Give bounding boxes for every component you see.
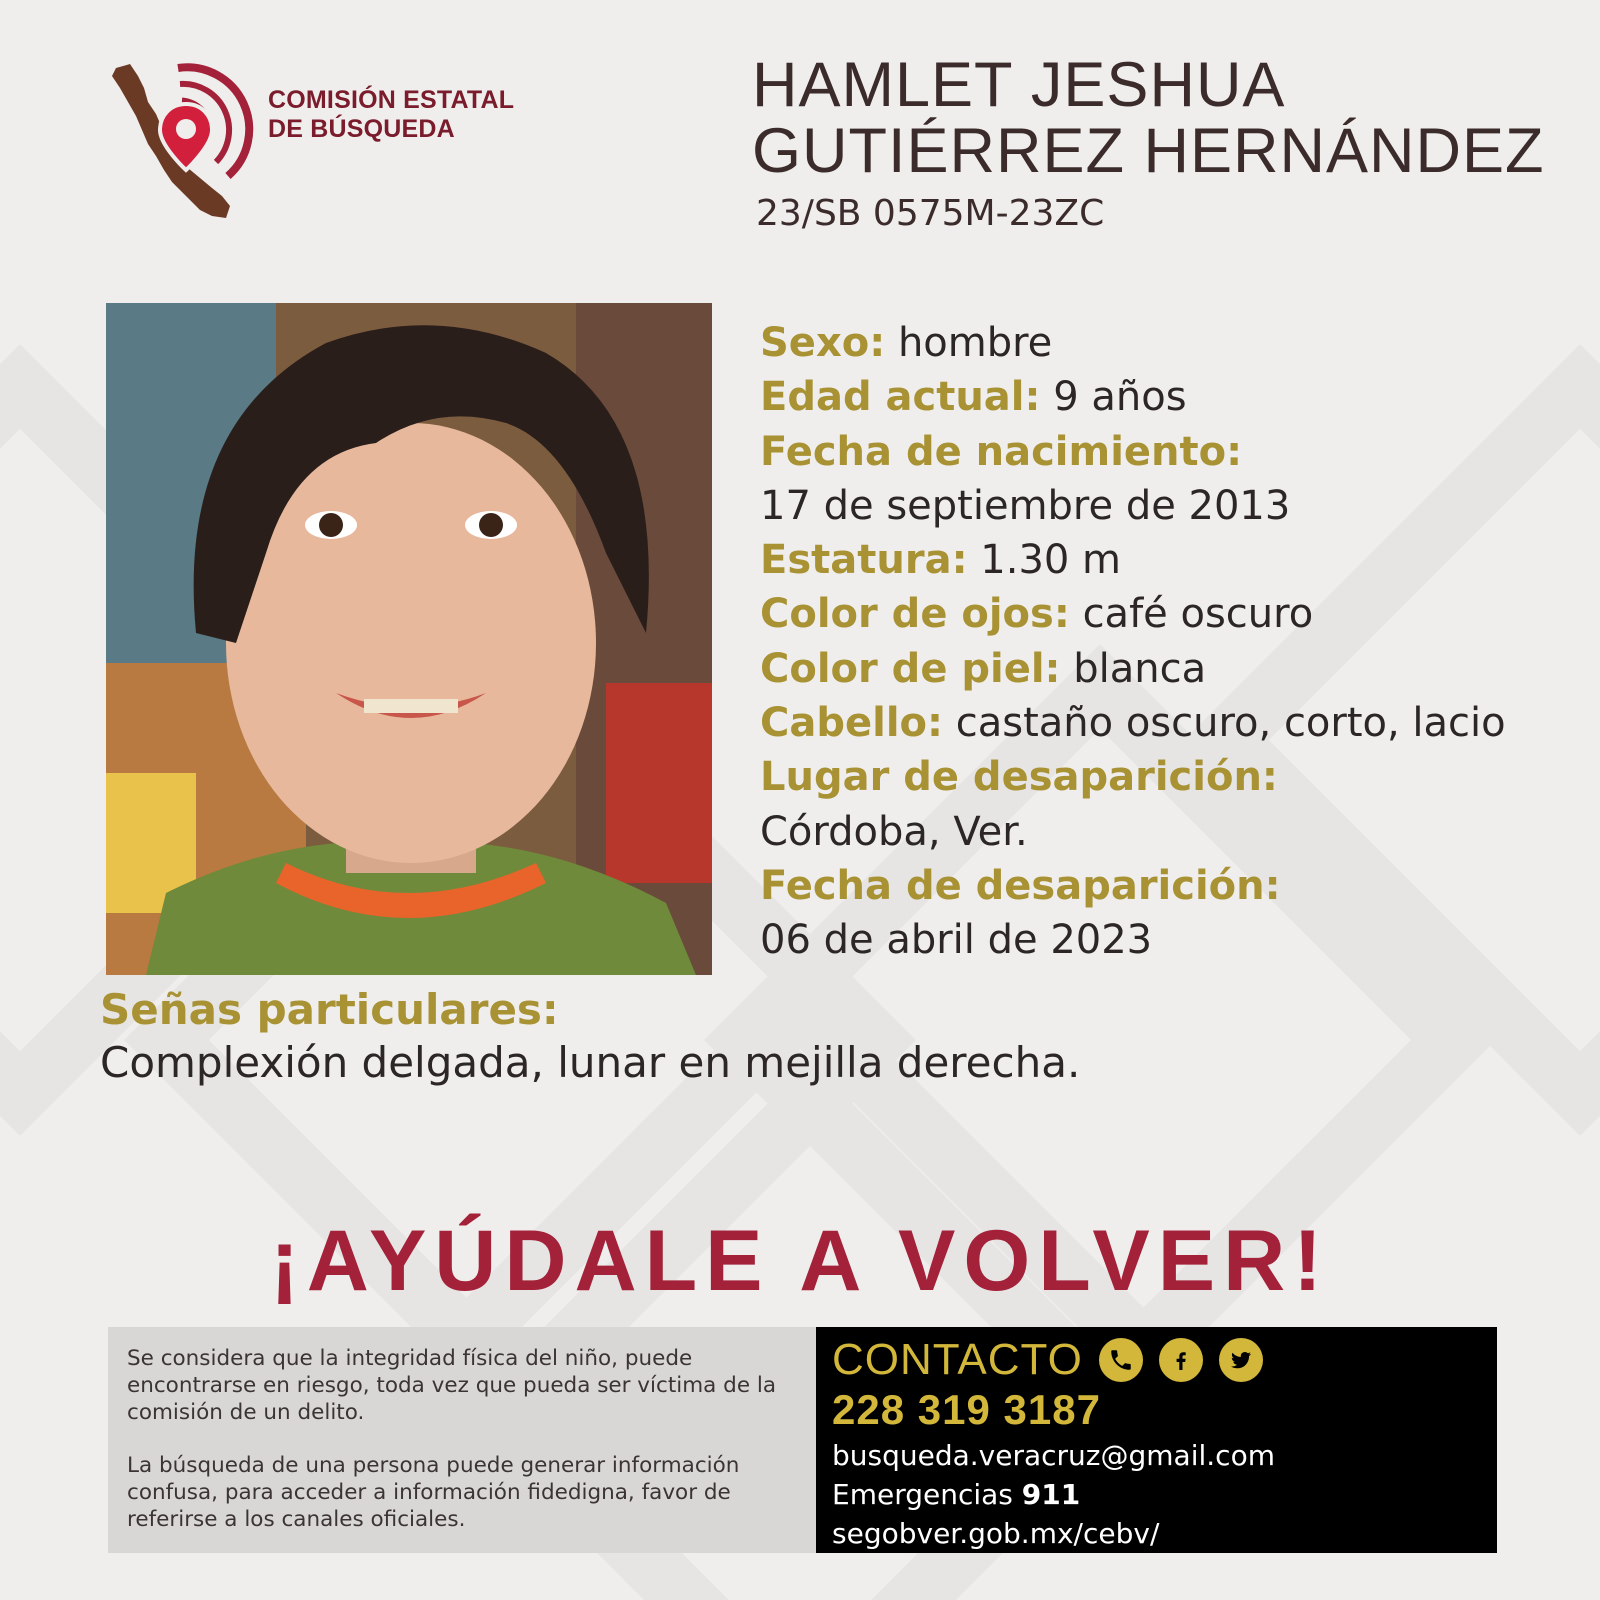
contact-label: CONTACTO — [832, 1335, 1083, 1384]
name-line1: HAMLET JESHUA — [752, 50, 1286, 120]
person-name — [752, 52, 1572, 184]
contact-website[interactable]: segobver.gob.mx/cebv/ — [832, 1517, 1160, 1550]
detail-lugar-label: Lugar de desaparición: — [760, 754, 1278, 801]
senas-text: Complexión delgada, lunar en mejilla derecha. — [100, 1038, 1081, 1087]
case-id: 23/SB 0575M-23ZC — [756, 193, 1105, 234]
detail-ojos: Color de ojos: café oscuro — [760, 591, 1314, 638]
disclaimer-box — [108, 1327, 816, 1553]
detail-cabello: Cabello: castaño oscuro, corto, lacio — [760, 700, 1506, 747]
contact-email[interactable]: busqueda.veracruz@gmail.com — [832, 1439, 1275, 1472]
disclaimer-paragraph-2: La búsqueda de una persona puede generar información confusa, para acceder a información fidedigna, favor de referirse a los canales oficiales. — [127, 1453, 740, 1532]
senas-label: Señas particulares: — [100, 985, 559, 1034]
facebook-icon[interactable] — [1159, 1338, 1203, 1382]
logo-text-line2: DE BÚSQUEDA — [268, 115, 455, 143]
detail-sexo: Sexo: hombre — [760, 320, 1053, 366]
person-details — [760, 316, 1580, 968]
detail-estatura: Estatura: 1.30 m — [760, 537, 1122, 584]
veracruz-map-location-icon — [108, 58, 268, 228]
logo-text-line1: COMISIÓN ESTATAL — [268, 86, 515, 114]
contact-box — [816, 1327, 1497, 1553]
contact-header — [832, 1335, 1497, 1385]
detail-fecha-desaparicion-value: 06 de abril de 2023 — [760, 917, 1153, 964]
detail-piel: Color de piel: blanca — [760, 645, 1207, 692]
name-line2: GUTIÉRREZ HERNÁNDEZ — [752, 116, 1545, 186]
agency-logo — [108, 58, 548, 228]
twitter-icon[interactable] — [1219, 1338, 1263, 1382]
phone-icon[interactable] — [1099, 1338, 1143, 1382]
contact-phone[interactable]: 228 319 3187 — [832, 1386, 1101, 1433]
disclaimer-paragraph-1: Se considera que la integridad física del niño, puede encontrarse en riesgo, toda vez que pueda ser víctima de la comisión de un delito. — [127, 1346, 777, 1425]
person-photo — [106, 303, 712, 975]
call-to-action-heading: ¡AYÚDALE A VOLVER! — [270, 1213, 1330, 1309]
detail-lugar-value: Córdoba, Ver. — [760, 808, 1028, 855]
detail-nacimiento-value: 17 de septiembre de 2013 — [760, 482, 1291, 529]
detail-fecha-desaparicion-label: Fecha de desaparición: — [760, 862, 1281, 909]
detail-nacimiento-label: Fecha de nacimiento: — [760, 428, 1243, 475]
contact-emergency: Emergencias 911 — [832, 1478, 1081, 1511]
detail-edad: Edad actual: 9 años — [760, 374, 1187, 421]
